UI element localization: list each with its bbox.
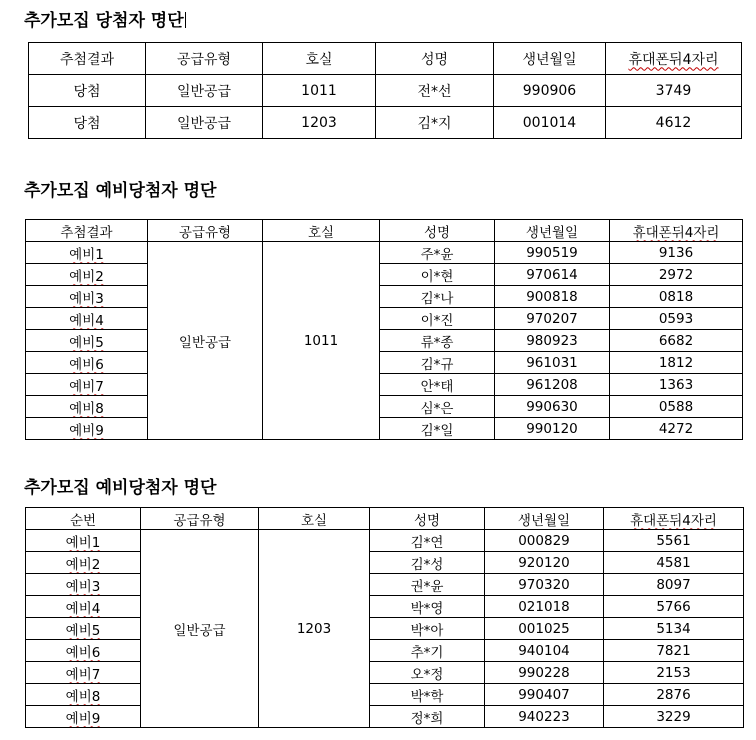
table-cell: 당첨 <box>29 107 146 139</box>
birthdate-cell: 990519 <box>495 242 610 264</box>
birthdate-cell: 001025 <box>485 618 604 640</box>
section3-title: 추가모집 예비당첨자 명단 <box>24 478 217 498</box>
table-cell: 일반공급 <box>146 75 263 107</box>
table-cell: 일반공급 <box>146 107 263 139</box>
supply-type-cell: 일반공급 <box>148 242 263 440</box>
name-cell: 박*학 <box>370 684 485 706</box>
table-row <box>29 75 742 107</box>
table-row <box>26 530 744 552</box>
winners-table <box>28 42 742 139</box>
table-cell: 990906 <box>494 75 606 107</box>
rank-cell: 예비1 <box>26 242 148 264</box>
name-cell: 심*은 <box>380 396 495 418</box>
col-header: 성명 <box>376 43 494 75</box>
col-header: 휴대폰뒤4자리 <box>604 508 744 530</box>
rank-cell: 예비2 <box>26 552 141 574</box>
col-header: 순번 <box>26 508 141 530</box>
col-header: 공급유형 <box>148 220 263 242</box>
rank-cell: 예비6 <box>26 352 148 374</box>
rank-cell: 예비5 <box>26 330 148 352</box>
rank-cell: 예비2 <box>26 264 148 286</box>
phone-last4-cell: 1363 <box>610 374 743 396</box>
birthdate-cell: 000829 <box>485 530 604 552</box>
table-row <box>26 640 744 662</box>
col-header: 호실 <box>263 220 380 242</box>
rank-cell: 예비5 <box>26 618 141 640</box>
col-header: 성명 <box>370 508 485 530</box>
name-cell: 김*성 <box>370 552 485 574</box>
name-cell: 김*연 <box>370 530 485 552</box>
table-row <box>26 706 744 728</box>
name-cell: 박*아 <box>370 618 485 640</box>
name-cell: 류*종 <box>380 330 495 352</box>
phone-last4-cell: 4581 <box>604 552 744 574</box>
col-header: 공급유형 <box>141 508 259 530</box>
phone-last4-cell: 7821 <box>604 640 744 662</box>
name-cell: 안*태 <box>380 374 495 396</box>
phone-last4-cell: 5134 <box>604 618 744 640</box>
table-row <box>26 286 743 308</box>
name-cell: 박*영 <box>370 596 485 618</box>
rank-cell: 예비7 <box>26 662 141 684</box>
birthdate-cell: 940104 <box>485 640 604 662</box>
section1-title: 추가모집 당첨자 명단 <box>24 11 184 31</box>
name-cell: 김*일 <box>380 418 495 440</box>
table-cell: 당첨 <box>29 75 146 107</box>
phone-last4-cell: 2153 <box>604 662 744 684</box>
name-cell: 정*희 <box>370 706 485 728</box>
table-row <box>26 352 743 374</box>
name-cell: 주*윤 <box>380 242 495 264</box>
rank-cell: 예비3 <box>26 574 141 596</box>
table-row <box>26 418 743 440</box>
phone-last4-cell: 0593 <box>610 308 743 330</box>
phone-last4-cell: 5561 <box>604 530 744 552</box>
name-cell: 이*진 <box>380 308 495 330</box>
col-header: 휴대폰뒤4자리 <box>610 220 743 242</box>
table-row <box>29 107 742 139</box>
phone-last4-cell: 0818 <box>610 286 743 308</box>
phone-last4-cell: 2876 <box>604 684 744 706</box>
rank-cell: 예비1 <box>26 530 141 552</box>
birthdate-cell: 920120 <box>485 552 604 574</box>
table-header-row <box>26 508 744 530</box>
table-row <box>26 662 744 684</box>
table-cell: 3749 <box>606 75 742 107</box>
rank-cell: 예비8 <box>26 396 148 418</box>
table-row <box>26 308 743 330</box>
rank-cell: 예비9 <box>26 418 148 440</box>
phone-last4-cell: 0588 <box>610 396 743 418</box>
phone-last4-cell: 9136 <box>610 242 743 264</box>
birthdate-cell: 970320 <box>485 574 604 596</box>
table-header-row <box>29 43 742 75</box>
table-row <box>26 596 744 618</box>
table-row <box>26 330 743 352</box>
col-header: 성명 <box>380 220 495 242</box>
table-row <box>26 552 744 574</box>
col-header: 휴대폰뒤4자리 <box>606 43 742 75</box>
table-header-row <box>26 220 743 242</box>
phone-last4-cell: 4272 <box>610 418 743 440</box>
rank-cell: 예비7 <box>26 374 148 396</box>
birthdate-cell: 021018 <box>485 596 604 618</box>
birthdate-cell: 990407 <box>485 684 604 706</box>
rank-cell: 예비8 <box>26 684 141 706</box>
phone-last4-cell: 6682 <box>610 330 743 352</box>
birthdate-cell: 990120 <box>495 418 610 440</box>
table-row <box>26 242 743 264</box>
table-cell: 001014 <box>494 107 606 139</box>
table-cell: 1011 <box>263 75 376 107</box>
supply-type-cell: 일반공급 <box>141 530 259 728</box>
col-header: 추첨결과 <box>29 43 146 75</box>
reserve-table-1011 <box>25 219 743 440</box>
table-row <box>26 618 744 640</box>
table-cell: 1203 <box>263 107 376 139</box>
birthdate-cell: 900818 <box>495 286 610 308</box>
phone-last4-cell: 2972 <box>610 264 743 286</box>
table-row <box>26 684 744 706</box>
col-header: 공급유형 <box>146 43 263 75</box>
birthdate-cell: 970614 <box>495 264 610 286</box>
rank-cell: 예비4 <box>26 596 141 618</box>
name-cell: 오*정 <box>370 662 485 684</box>
birthdate-cell: 980923 <box>495 330 610 352</box>
birthdate-cell: 990630 <box>495 396 610 418</box>
birthdate-cell: 940223 <box>485 706 604 728</box>
section2-title: 추가모집 예비당첨자 명단 <box>24 181 217 201</box>
name-cell: 권*윤 <box>370 574 485 596</box>
col-header: 추첨결과 <box>26 220 148 242</box>
rank-cell: 예비9 <box>26 706 141 728</box>
table-row <box>26 574 744 596</box>
phone-last4-cell: 1812 <box>610 352 743 374</box>
rank-cell: 예비4 <box>26 308 148 330</box>
phone-last4-cell: 8097 <box>604 574 744 596</box>
name-cell: 추*기 <box>370 640 485 662</box>
col-header: 호실 <box>259 508 370 530</box>
col-header: 생년월일 <box>485 508 604 530</box>
birthdate-cell: 961208 <box>495 374 610 396</box>
phone-last4-cell: 5766 <box>604 596 744 618</box>
table-cell: 4612 <box>606 107 742 139</box>
unit-cell: 1203 <box>259 530 370 728</box>
table-cell: 김*지 <box>376 107 494 139</box>
name-cell: 김*규 <box>380 352 495 374</box>
name-cell: 김*나 <box>380 286 495 308</box>
table-row <box>26 396 743 418</box>
col-header: 생년월일 <box>495 220 610 242</box>
birthdate-cell: 990228 <box>485 662 604 684</box>
name-cell: 이*현 <box>380 264 495 286</box>
col-header: 생년월일 <box>494 43 606 75</box>
birthdate-cell: 961031 <box>495 352 610 374</box>
rank-cell: 예비3 <box>26 286 148 308</box>
col-header: 호실 <box>263 43 376 75</box>
text-cursor <box>185 12 186 28</box>
birthdate-cell: 970207 <box>495 308 610 330</box>
phone-last4-cell: 3229 <box>604 706 744 728</box>
table-row <box>26 374 743 396</box>
unit-cell: 1011 <box>263 242 380 440</box>
table-cell: 전*선 <box>376 75 494 107</box>
table-row <box>26 264 743 286</box>
reserve-table-1203 <box>25 507 744 728</box>
rank-cell: 예비6 <box>26 640 141 662</box>
